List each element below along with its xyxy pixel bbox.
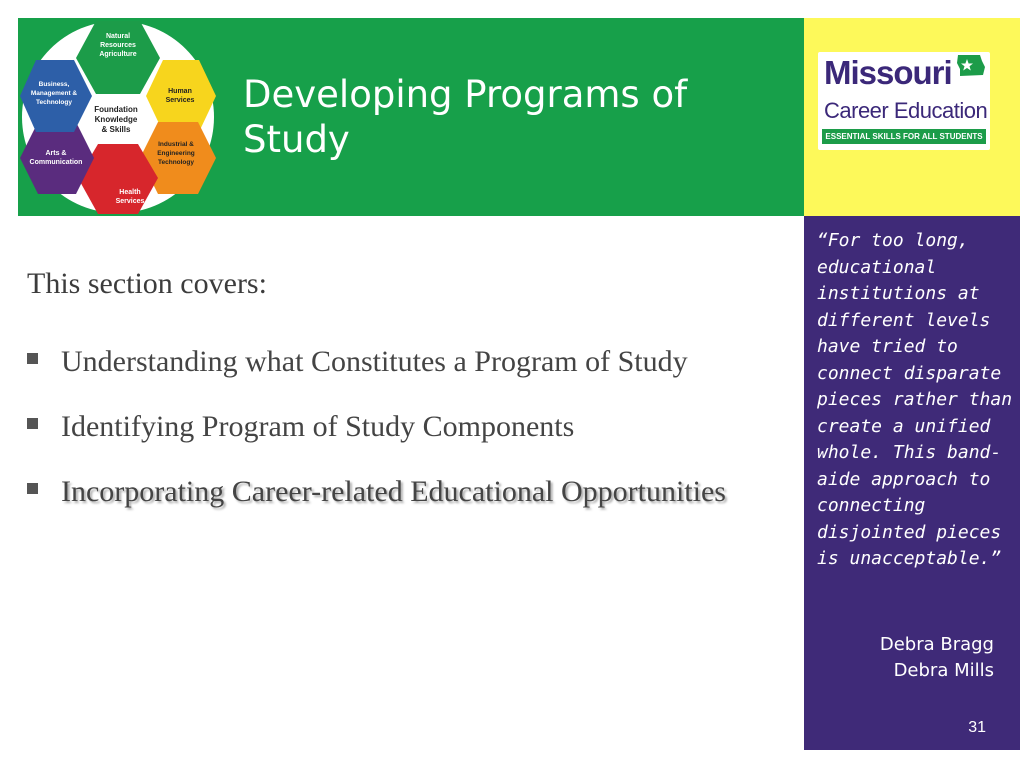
missouri-career-education-logo [818,52,990,150]
svg-text:Technology: Technology [36,99,72,106]
career-clusters-wheel [18,18,218,216]
svg-text:Management &: Management & [30,90,78,97]
svg-text:Agriculture: Agriculture [99,51,137,58]
svg-text:Technology: Technology [158,159,194,166]
svg-text:Health: Health [119,189,141,196]
list-item-text: Incorporating Career-related Educational Opportunities [61,475,726,508]
section-heading: This section covers: [27,267,267,300]
list-item-text: Understanding what Constitutes a Program of Study [61,345,688,378]
logo-subtitle: Career Education [824,98,988,123]
quote-sidebar [804,216,1020,750]
logo-word: Missouri [824,54,952,91]
svg-text:Human: Human [168,88,192,95]
svg-text:Communication: Communication [29,159,83,166]
svg-text:Services: Services [115,198,145,205]
author-name: Debra Mills [893,660,994,681]
list-item [27,405,747,449]
list-item [27,470,747,514]
list-item-text: Identifying Program of Study Components [61,410,575,443]
topic-list [27,340,747,535]
slide-title: Developing Programs of Study [243,73,688,161]
author-name: Debra Bragg [879,634,994,655]
quote-text: “For too long, educational institutions at different levels have tried to connect disparate pieces rather than create a unified whole. This band-aide approach to connecting disjointed pieces is unacceptable.” [817,230,1013,569]
square-bullet-icon [27,353,38,364]
svg-text:Engineering: Engineering [157,150,195,157]
svg-text:Arts &: Arts & [45,150,67,157]
svg-text:Foundation: Foundation [94,105,138,114]
svg-text:Industrial &: Industrial & [158,141,194,148]
svg-text:Business,: Business, [38,81,70,88]
svg-text:Natural: Natural [105,33,131,40]
missouri-state-icon [956,53,986,79]
svg-text:Knowledge: Knowledge [94,115,138,124]
square-bullet-icon [27,418,38,429]
svg-text:Resources: Resources [100,42,136,49]
list-item [27,340,747,384]
svg-text:Services: Services [165,97,195,104]
svg-text:& Skills: & Skills [101,125,131,134]
quote-authors [880,632,994,684]
square-bullet-icon [27,483,38,494]
logo-panel [804,18,1020,216]
page-number: 31 [968,719,986,736]
logo-tagline: ESSENTIAL SKILLS FOR ALL STUDENTS [822,129,986,144]
